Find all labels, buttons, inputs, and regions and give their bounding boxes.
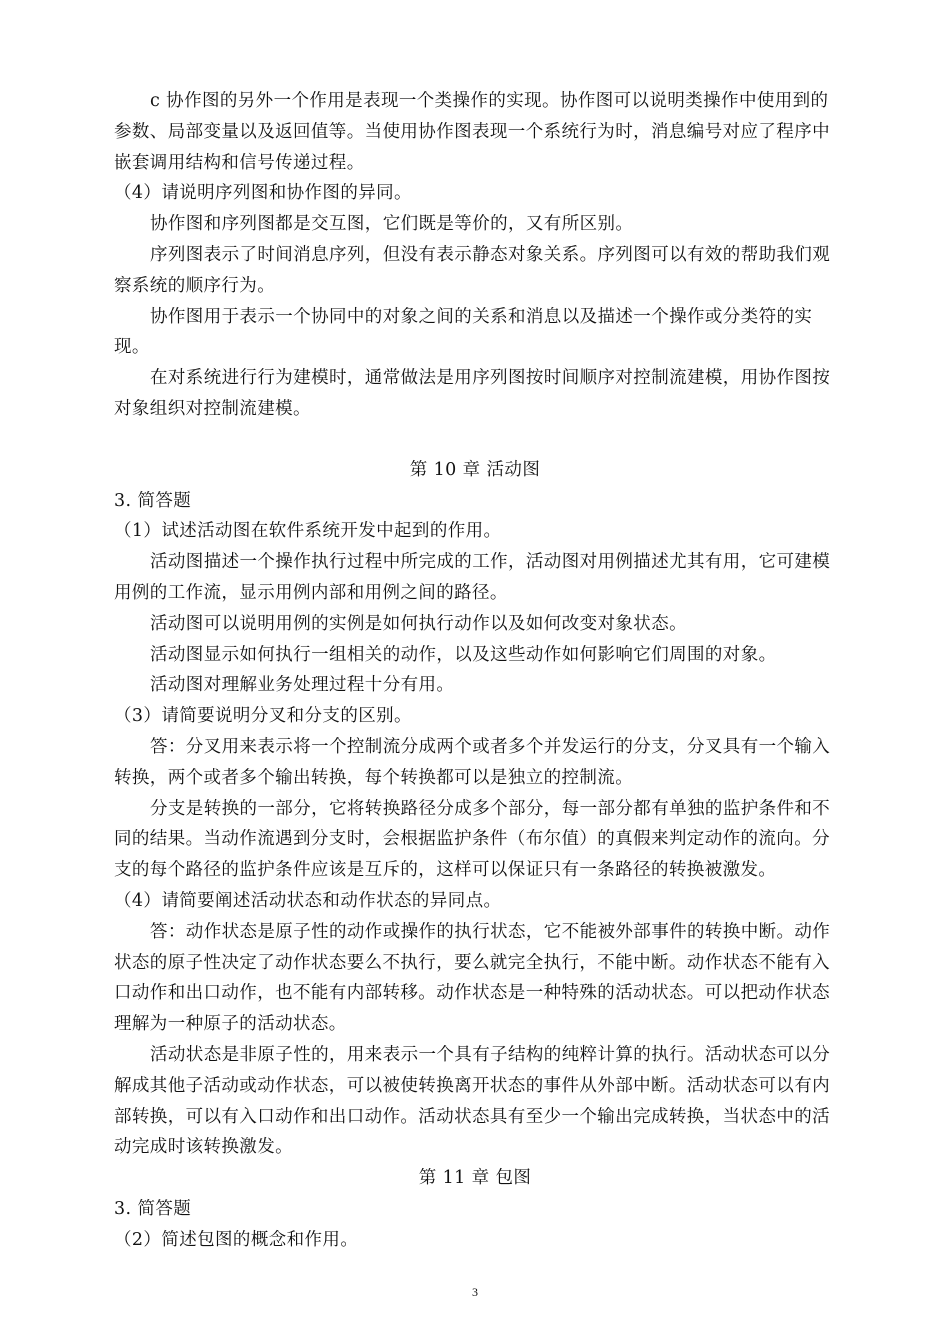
question-heading: （2）简述包图的概念和作用。 (114, 1229, 359, 1250)
paragraph: 协作图用于表示一个协同中的对象之间的关系和消息以及描述一个操作或分类符的实现。 (114, 306, 813, 358)
paragraph: 活动状态是非原子性的，用来表示一个具有子结构的纯粹计算的执行。活动状态可以分解成其他子活动或动作状态，可以被使转换离开状态的事件从外部中断。活动状态可以有内部转换，可以有入口动作和出口动作。活动状态具有至少一个输出完成转换，当状态中的活动完成时该转换激发。 (114, 1044, 831, 1158)
section-heading: 3. 简答题 (114, 1198, 192, 1219)
section-heading: 3. 简答题 (114, 490, 192, 511)
paragraph: 活动图显示如何执行一组相关的动作，以及这些动作如何影响它们周围的对象。 (150, 644, 777, 665)
chapter-11-title: 第 11 章 包图 (418, 1168, 532, 1189)
paragraph: 分支是转换的一部分，它将转换路径分成多个部分，每一部分都有单独的监护条件和不同的结果。当动作流遇到分支时，会根据监护条件（布尔值）的真假来判定动作的流向。分支的每个路径的监护条件应该是互斥的，这样可以保证只有一条路径的转换被激发。 (114, 798, 831, 881)
question-heading: （4）请简要阐述活动状态和动作状态的异同点。 (114, 890, 502, 911)
paragraph: 活动图对理解业务处理过程十分有用。 (150, 675, 455, 696)
paragraph: 活动图可以说明用例的实例是如何执行动作以及如何改变对象状态。 (150, 613, 687, 634)
paragraph: 序列图表示了时间消息序列，但没有表示静态对象关系。序列图可以有效的帮助我们观察系统的顺序行为。 (114, 244, 831, 296)
question-heading: （3）请简要说明分叉和分支的区别。 (114, 706, 412, 727)
question-heading: （4）请说明序列图和协作图的异同。 (114, 183, 412, 204)
page-number: 3 (472, 1285, 478, 1299)
paragraph: 活动图描述一个操作执行过程中所完成的工作，活动图对用例描述尤其有用，它可建模用例的工作流，显示用例内部和用例之间的路径。 (114, 552, 831, 603)
paragraph: 答：分叉用来表示将一个控制流分成两个或者多个并发运行的分支，分叉具有一个输入转换，两个或者多个输出转换，每个转换都可以是独立的控制流。 (114, 736, 831, 788)
paragraph: c 协作图的另外一个作用是表现一个类操作的实现。协作图可以说明类操作中使用到的参数、局部变量以及返回值等。当使用协作图表现一个系统行为时，消息编号对应了程序中嵌套调用结构和信号传递过程。 (114, 91, 830, 173)
chapter-10-title: 第 10 章 活动图 (409, 459, 541, 480)
paragraph: 答：动作状态是原子性的动作或操作的执行状态，它不能被外部事件的转换中断。动作状态的原子性决定了动作状态要么不执行，要么就完全执行，不能中断。动作状态不能有入口动作和出口动作，也不能有内部转移。动作状态是一种特殊的活动状态。可以把动作状态理解为一种原子的活动状态。 (114, 921, 831, 1035)
question-heading: （1）试述活动图在软件系统开发中起到的作用。 (114, 521, 502, 542)
page-content (114, 86, 836, 1255)
paragraph: 协作图和序列图都是交互图，它们既是等价的，又有所区别。 (150, 214, 634, 235)
paragraph: 在对系统进行行为建模时，通常做法是用序列图按时间顺序对控制流建模，用协作图按对象组织对控制流建模。 (114, 368, 831, 419)
